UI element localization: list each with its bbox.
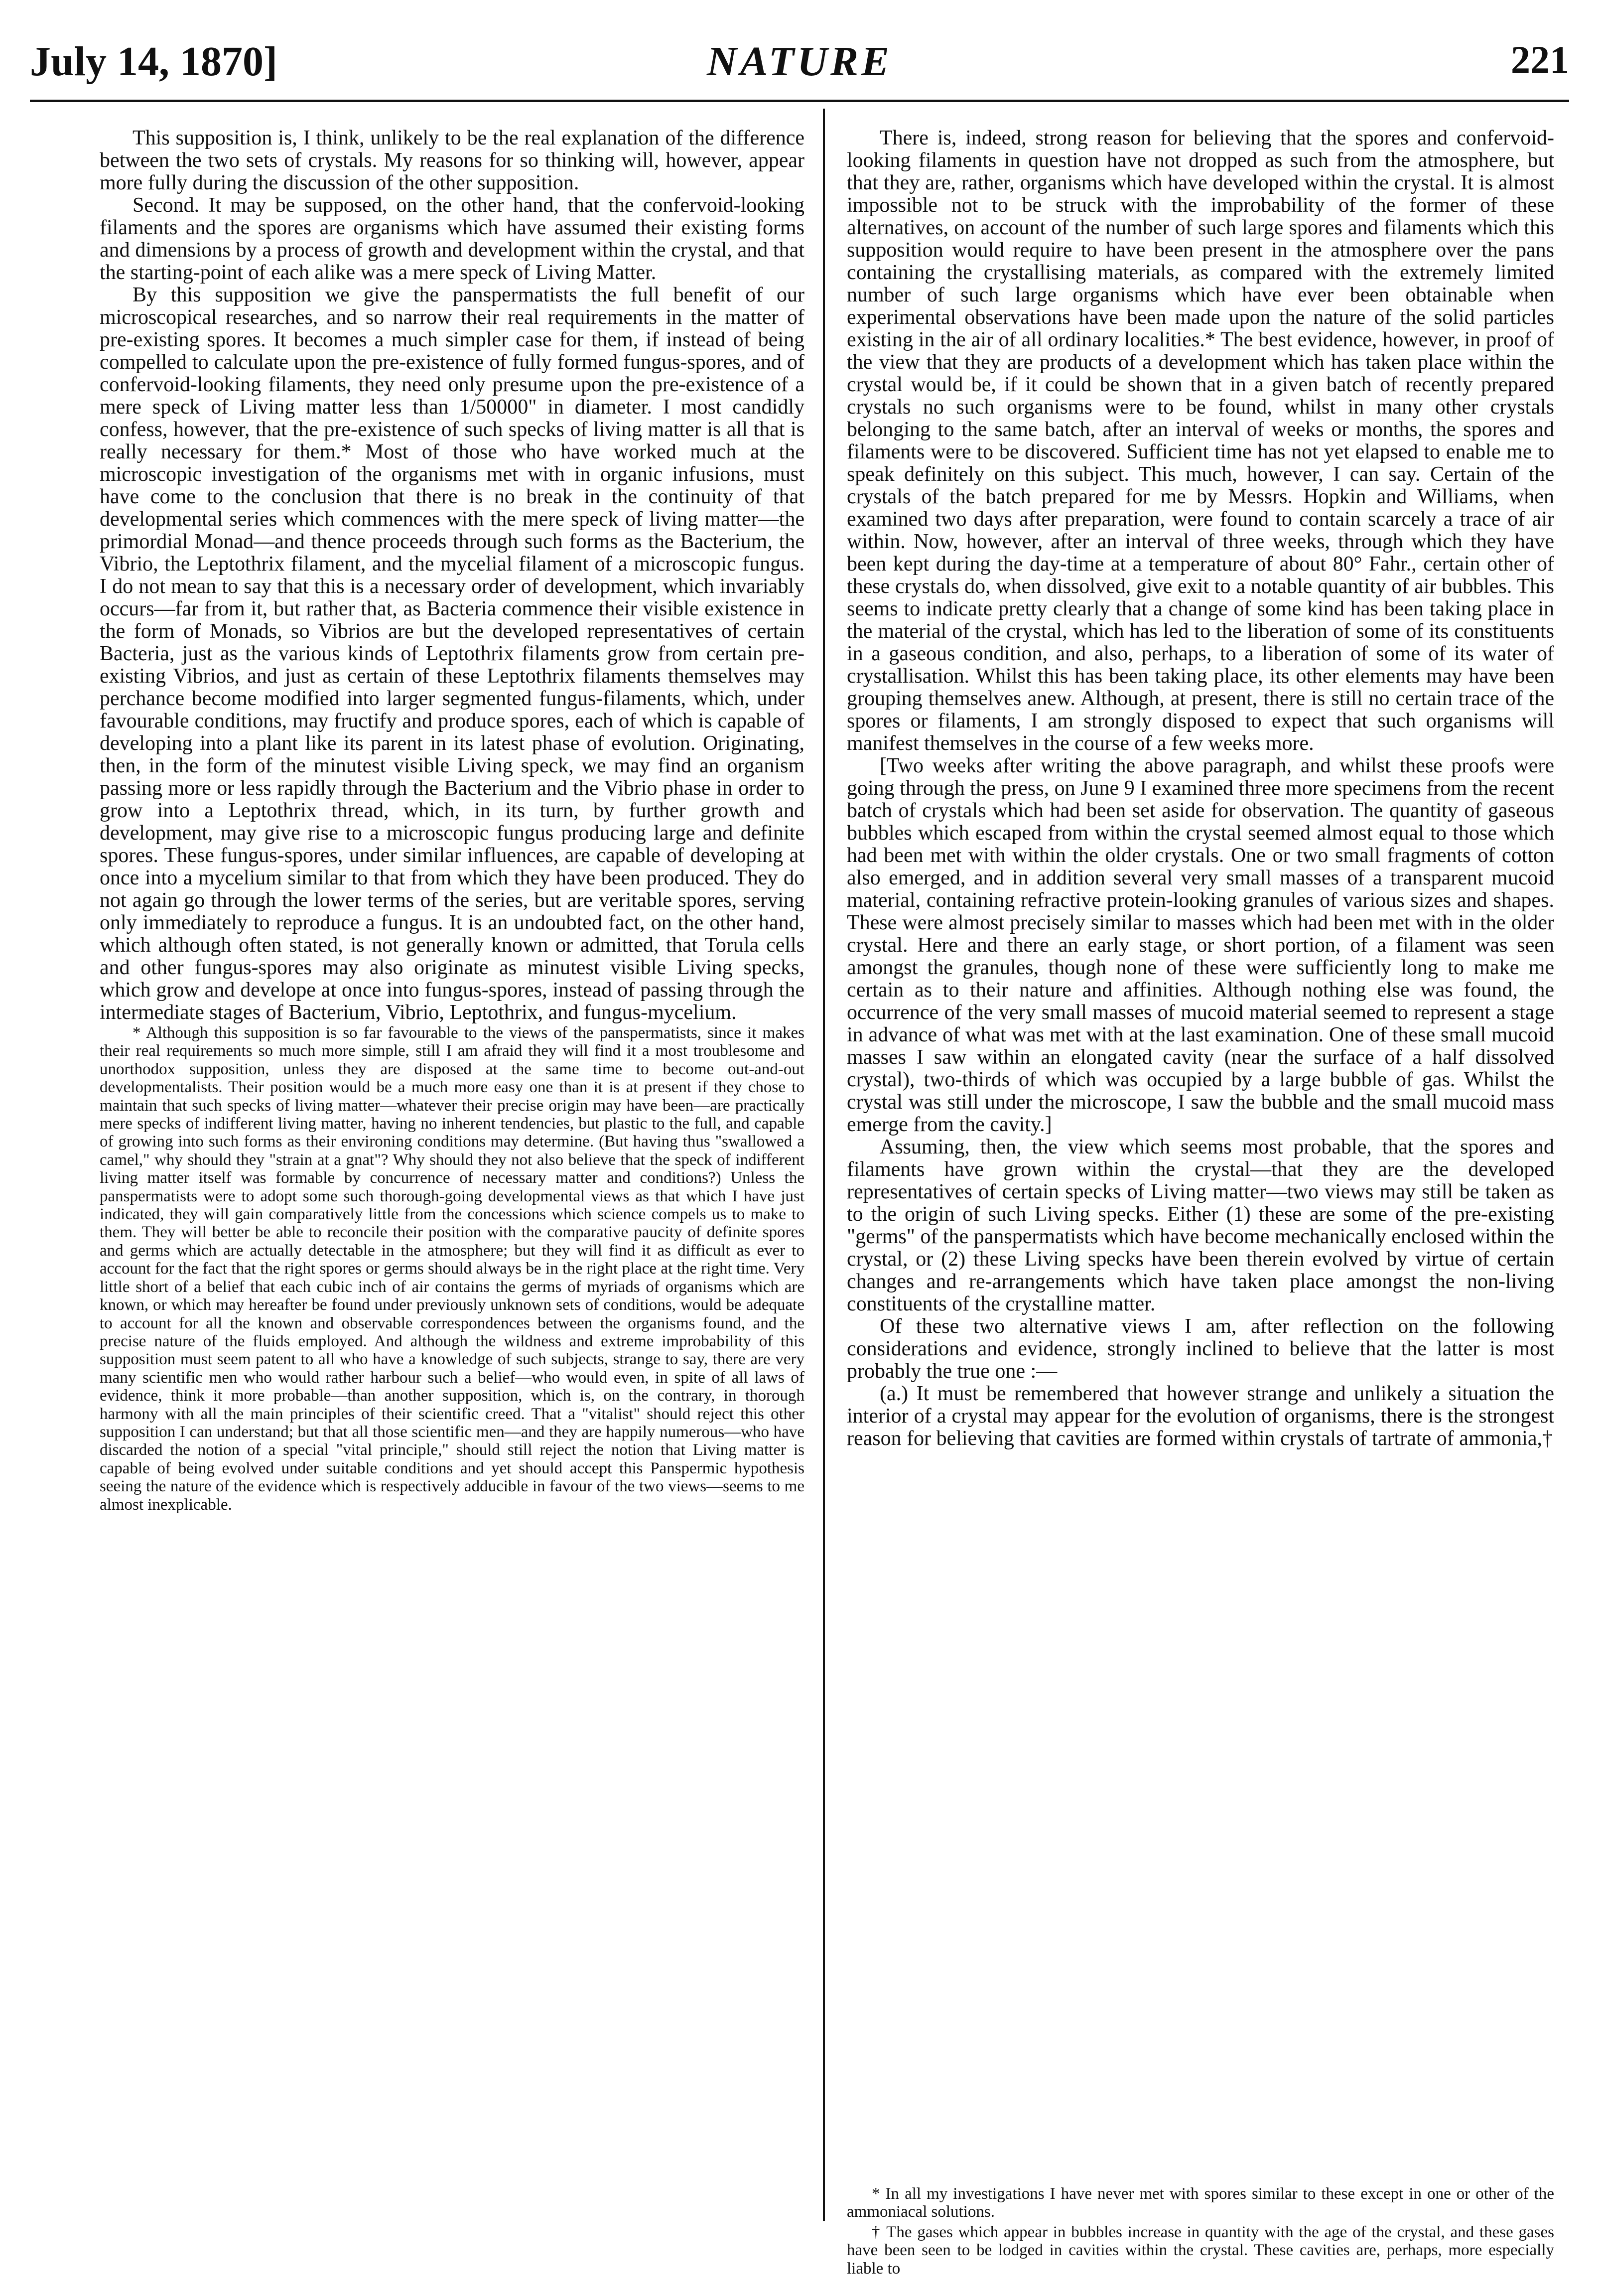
issue-date: July 14, 1870]	[30, 38, 278, 85]
footnote: † The gases which appear in bubbles increase in quantity with the age of the crystal, and these gases have been seen to be lodged in cavities within the crystal. These cavities are, perhaps, more especially liable to	[847, 2223, 1554, 2278]
footnote: * In all my investigations I have never met with spores similar to these except in one or other of the ammoniacal solutions.	[847, 2185, 1554, 2221]
paragraph: (a.) It must be remembered that however strange and unlikely a situation the interior of a crystal may appear for the evolution of organisms, there is the strongest reason for believing that cavities are formed within crystals of tartrate of ammonia,†	[847, 1382, 1554, 1450]
header-rule	[30, 100, 1569, 102]
right-footnotes	[847, 2185, 1554, 2278]
paragraph: Second. It may be supposed, on the other hand, that the confervoid-looking filaments and the spores are organisms which have assumed their existing forms and dimensions by a process of growth and development within the crystal, and that the starting-point of each alike was a mere speck of Living Matter.	[100, 194, 804, 284]
paragraph: There is, indeed, strong reason for believing that the spores and confervoid-looking filaments in question have not dropped as such from the atmosphere, but that they are, rather, organisms which have developed within the crystal. It is almost impossible not to be struck with the improbability of the former of these alternatives, on account of the number of such large spores and filaments which this supposition would require to have been present in the atmosphere over the pans containing the crystallising materials, as compared with the extremely limited number of such large organisms which have ever been obtainable when experimental observations have been made upon the nature of the solid particles existing in the air of all ordinary localities.* The best evidence, however, in proof of the view that they are products of a development which has taken place within the crystal would be, if it could be shown that in a given batch of recently prepared crystals no such organisms were to be found, whilst in many other crystals belonging to the same batch, after an interval of weeks or months, the spores and filaments were to be discovered. Sufficient time has not yet elapsed to enable me to speak definitely on this subject. This much, however, I can say. Certain of the crystals of the batch prepared for me by Messrs. Hopkin and Williams, when examined two days after preparation, were found to contain scarcely a trace of air within. Now, however, after an interval of three weeks, through which they have been kept during the day-time at a temperature of about 80° Fahr., certain other of these crystals do, when dissolved, give exit to a notable quantity of air bubbles. This seems to indicate pretty clearly that a change of some kind has been taking place in the material of the crystal, which has led to the liberation of some of its constituents in a gaseous condition, and also, perhaps, to a liberation of some of its water of crystallisation. Whilst this has been taking place, its other elements may have been grouping themselves anew. Although, at present, there is still no certain trace of the spores or filaments, I am strongly disposed to expect that such organisms will manifest themselves in the course of a few weeks more.	[847, 127, 1554, 755]
journal-title: NATURE	[706, 38, 893, 85]
right-column	[847, 127, 1554, 1450]
paragraph: Assuming, then, the view which seems most probable, that the spores and filaments have grown within the crystal—that they are the developed representatives of certain specks of Living matter—two views may still be taken as to the origin of such Living specks. Either (1) these are some of the pre-existing "germs" of the panspermatists which have become mechanically enclosed within the crystal, or (2) these Living specks have been therein evolved by virtue of certain changes and re-arrangements which have taken place amongst the non-living constituents of the crystalline matter.	[847, 1136, 1554, 1315]
page-number: 221	[1511, 38, 1569, 81]
left-column	[100, 127, 804, 1514]
footnote: * Although this supposition is so far favourable to the views of the panspermatists, since it makes their real requirements so much more simple, still I am afraid they will find it a most troublesome and unorthodox supposition, unless they are disposed at the same time to become out-and-out developmentalists. Their position would be a much more easy one than it is at present if they chose to maintain that such specks of living matter—whatever their precise origin may have been—are practically mere specks of indifferent living matter, having no inherent tendencies, but plastic to the full, and capable of growing into such forms as their environing conditions may determine. (But having thus "swallowed a camel," why should they "strain at a gnat"? Why should they not also believe that the speck of indifferent living matter itself was formable by concurrence of necessary matter and conditions?) Unless the panspermatists were to adopt some such thorough-going developmental views as that which I have just indicated, they will gain comparatively little from the concessions which science compels us to make to them. They will better be able to reconcile their position with the comparative paucity of definite spores and germs which are actually detectable in the atmosphere; but they will find it as difficult as ever to account for the fact that the right spores or germs should always be in the right place at the right time. Very little short of a belief that each cubic inch of air contains the germs of myriads of organisms which are known, or which may hereafter be found under previously unknown sets of conditions, would be adequate to account for all the known and observable correspondences between the organisms found, and the precise nature of the fluids employed. And although the wildness and extreme improbability of this supposition must seem patent to all who have a knowledge of such subjects, strange to say, there are very many scientific men who would rather harbour such a belief—who would even, in spite of all laws of evidence, think it more probable—than another supposition, which is, on the contrary, in thorough harmony with all the main principles of their scientific creed. That a "vitalist" should reject this other supposition I can understand; but that all those scientific men—and they are happily numerous—who have discarded the notion of a special "vital principle," should still reject the notion that Living matter is capable of being evolved under suitable conditions and yet should accept this Panspermic hypothesis seeing the nature of the evidence which is respectively adducible in favour of the two views—seems to me almost inexplicable.	[100, 1024, 804, 1514]
paragraph: [Two weeks after writing the above paragraph, and whilst these proofs were going through the press, on June 9 I examined three more specimens from the recent batch of crystals which had been set aside for observation. The quantity of gaseous bubbles which escaped from within the crystal seemed almost equal to those which had been met with within the older crystals. One or two small fragments of cotton also emerged, and in addition several very small masses of a transparent mucoid material, containing refractive protein-looking granules of various sizes and shapes. These were almost precisely similar to masses which had been met with in the older crystal. Here and there an early stage, or short portion, of a filament was seen amongst the granules, though none of these were sufficiently long to make me certain as to their nature and affinities. Although nothing else was found, the occurrence of the very small masses of mucoid material seemed to represent a stage in advance of what was met with at the last examination. One of these small mucoid masses I saw within an elongated cavity (near the surface of a half dissolved crystal), two-thirds of which was occupied by a large bubble of gas. Whilst the crystal was still under the microscope, I saw the bubble and the small mucoid mass emerge from the cavity.]	[847, 754, 1554, 1136]
column-divider	[823, 109, 825, 2221]
paragraph: This supposition is, I think, unlikely to be the real explanation of the difference between the two sets of crystals. My reasons for so thinking will, however, appear more fully during the discussion of the other supposition.	[100, 127, 804, 194]
page-header	[30, 37, 1569, 92]
paragraph: By this supposition we give the panspermatists the full benefit of our microscopical researches, and so narrow their real requirements in the matter of pre-existing spores. It becomes a much simpler case for them, if instead of being compelled to calculate upon the pre-existence of fully formed fungus-spores, and of confervoid-looking filaments, they need only presume upon the pre-existence of a mere speck of Living matter less than 1/50000" in diameter. I most candidly confess, however, that the pre-existence of such specks of living matter is all that is really necessary for them.* Most of those who have worked much at the microscopic investigation of the organisms met with in organic infusions, must have come to the conclusion that there is no break in the continuity of that developmental series which commences with the mere speck of living matter—the primordial Monad—and thence proceeds through such forms as the Bacterium, the Vibrio, the Leptothrix filament, and the mycelial filament of a microscopic fungus. I do not mean to say that this is a necessary order of development, which invariably occurs—far from it, but rather that, as Bacteria commence their visible existence in the form of Monads, so Vibrios are but the developed representatives of certain Bacteria, just as the various kinds of Leptothrix filaments grow from certain pre-existing Vibrios, and just as certain of these Leptothrix filaments themselves may perchance become modified into larger segmented fungus-filaments, which, under favourable conditions, may fructify and produce spores, each of which is capable of developing into a plant like its parent in its latest phase of evolution. Originating, then, in the form of the minutest visible Living speck, we may find an organism passing more or less rapidly through the Bacterium and the Vibrio phase in order to grow into a Leptothrix thread, which, in its turn, by further growth and development, may give rise to a microscopic fungus producing large and definite spores. These fungus-spores, under similar influences, are capable of developing at once into a mycelium similar to that from which they have been produced. They do not again go through the lower terms of the series, but are veritable spores, serving only immediately to reproduce a fungus. It is an undoubted fact, on the other hand, which although often stated, is not generally known or admitted, that Torula cells and other fungus-spores may also originate as minutest visible Living specks, which grow and develope at once into fungus-spores, instead of passing through the intermediate stages of Bacterium, Vibrio, Leptothrix, and fungus-mycelium.	[100, 284, 804, 1024]
paragraph: Of these two alternative views I am, after reflection on the following considerations and evidence, strongly inclined to believe that the latter is most probably the true one :—	[847, 1315, 1554, 1383]
